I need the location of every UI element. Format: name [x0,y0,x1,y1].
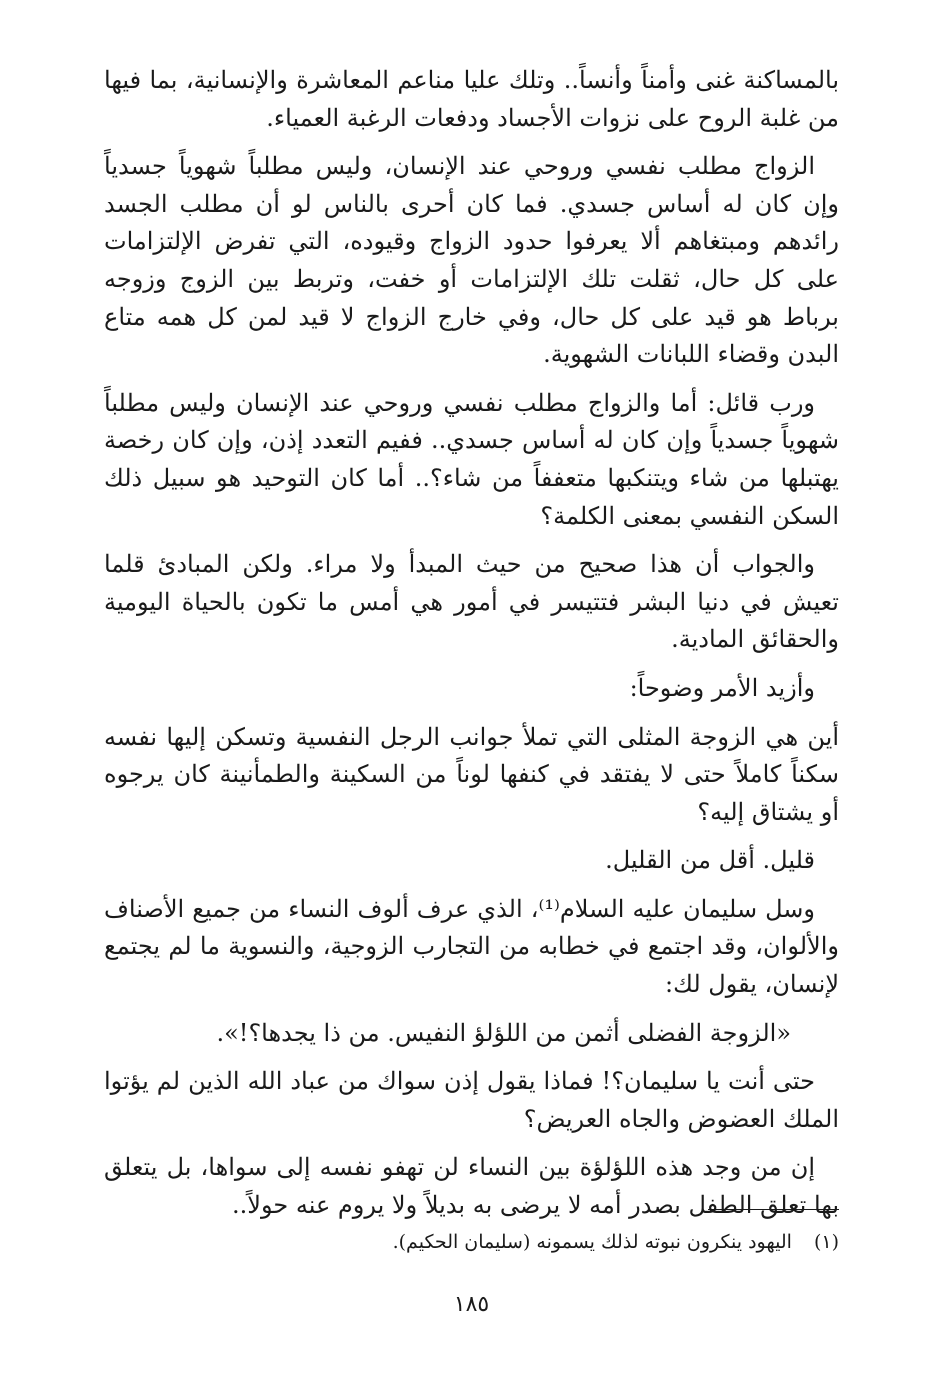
footnote-number: (١) [813,1231,839,1253]
paragraph-10: حتى أنت يا سليمان؟! فماذا يقول إذن سواك من عباد الله الذين لم يؤتوا الملك العضوض والجاه العريض؟ [104,1067,839,1133]
paragraph-4: والجواب أن هذا صحيح من حيث المبدأ ولا مراء. ولكن المبادئ قلما تعيش في دنيا البشر فتتيسر في أمور هي أمس ما تكون بالحياة اليومية والحقائق المادية. [104,550,839,654]
paragraph-11: إن من وجد هذه اللؤلؤة بين النساء لن تهفو نفسه إلى سواها، بل يتعلق بها تعلق الطفل بصدر أمه لا يرضى به بديلاً ولا يروم عنه حولاً.. [104,1153,839,1220]
footnote-text: اليهود ينكرون نبوته لذلك يسمونه (سليمان الحكيم). [392,1231,792,1253]
main-text [104,62,839,1236]
paragraph-2: الزواج مطلب نفسي وروحي عند الإنسان، وليس مطلباً شهوياً جسدياً وإن كان له أساس جسدي. فما كان أحرى بالناس لو أن مطلب الجسد رائدهم ومبتغاهم ألا يعرفوا حدود الزواج وقيوده، التي تفرض الإلتزامات على كل حال، ثقلت تلك الإلتزامات أو خفت، وتربط بين الزوج وزوجه برباط هو قيد على كل حال، وفي خارج الزواج لا قيد لمن كل همه متاع البدن وقضاء اللبانات الشهوية. [104,152,839,369]
paragraph-1: بالمساكنة غنى وأمناً وأنساً.. وتلك عليا مناعم المعاشرة والإنسانية، بما فيها من غلبة الروح على نزوات الأجساد ودفعات الرغبة العمياء. [104,66,839,132]
footnote [104,1227,839,1257]
paragraph-5: وأزيد الأمر وضوحاً: [629,673,815,702]
paragraph-3: ورب قائل: أما والزواج مطلب نفسي وروحي عند الإنسان وليس مطلباً شهوياً جسدياً وإن كان له أساس جسدي.. ففيم التعدد إذن، وإن كان رخصة يهتبلها من شاء ويتنكبها متعففاً من شاء؟.. أما كان التوحيد هو سبيل ذلك السكن النفسي بمعنى الكلمة؟ [104,388,839,530]
page-number: ١٨٥ [453,1292,490,1317]
paragraph-8: وسل سليمان عليه السلام⁽¹⁾، الذي عرف ألوف النساء من جميع الأصناف والألوان، وقد اجتمع في خطابه من التجارب الزوجية، والنسوية ما لم يجتمع لإنسان، يقول لك: [104,894,839,999]
paragraph-6: أين هي الزوجة المثلى التي تملأ جوانب الرجل النفسية وتسكن إليها نفسه سكناً كاملاً حتى لا يفتقد في كنفها لوناً من السكينة والطمأنينة كان يرجوه أو يشتاق إليه؟ [104,722,839,826]
quotation: «الزوجة الفضلى أثمن من اللؤلؤ النفيس. من ذا يجدها؟!». [216,1018,791,1047]
footnote-divider [708,1209,839,1210]
paragraph-7: قليل. أقل من القليل. [605,846,815,875]
